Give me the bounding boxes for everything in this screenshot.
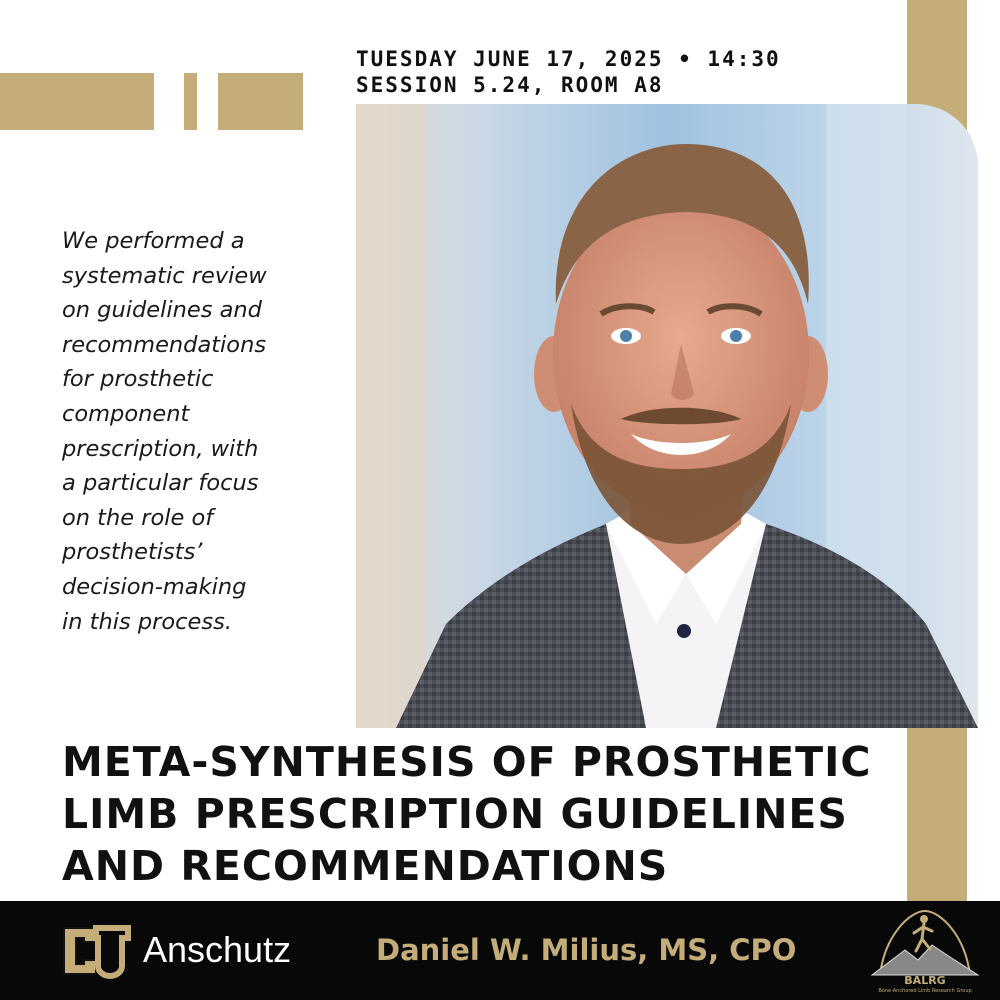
session-room-text: SESSION 5.24, ROOM A8 <box>356 73 664 97</box>
decor-bar-mid <box>218 73 303 130</box>
abstract-text: We performed a systematic review on guidelines and recommendations for prosthetic component prescription, with a particular focus on the role of prosthetists’ decision-making in this process. <box>62 228 267 635</box>
decor-bar-thin <box>184 73 197 130</box>
group-abbreviation: BALRG <box>904 974 946 987</box>
cu-logo-icon <box>60 922 132 980</box>
speaker-portrait-image <box>356 104 978 728</box>
group-full-name: Bone-Anchored Limb Research Group <box>878 988 972 994</box>
speaker-photo <box>356 104 978 728</box>
university-name: Anschutz <box>143 929 292 970</box>
date-time-text: TUESDAY JUNE 17, 2025 • 14:30 <box>356 47 781 71</box>
session-info <box>356 46 781 98</box>
decor-bar-left <box>0 73 154 130</box>
balrg-runner-icon <box>860 905 990 979</box>
talk-title: META-SYNTHESIS OF PROSTHETIC LIMB PRESCRIPTION GUIDELINES AND RECOMMENDATIONS <box>62 738 872 890</box>
speaker-name: Daniel W. Milius, MS, CPO <box>376 933 797 967</box>
